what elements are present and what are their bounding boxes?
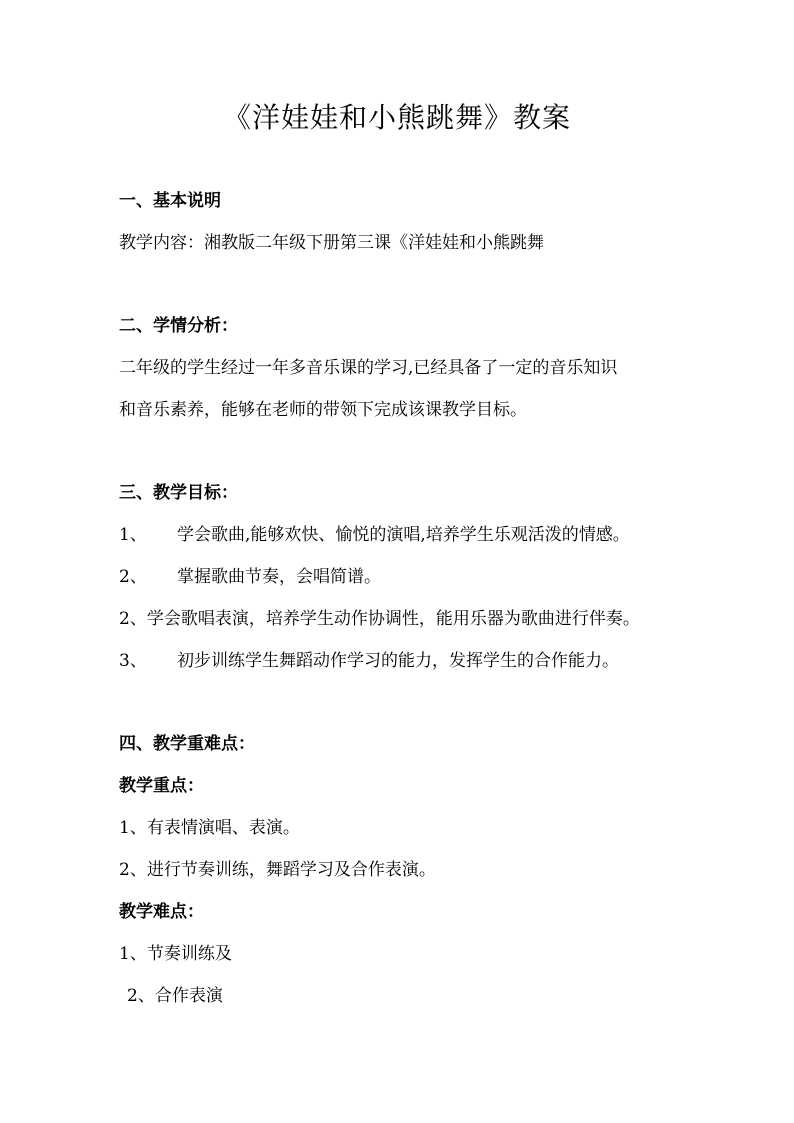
- objective-item: [119, 523, 630, 547]
- document-title: 《洋娃娃和小熊跳舞》教案: [222, 101, 571, 134]
- key-point-item: 2、进行节奏训练，舞蹈学习及合作表演。: [119, 860, 436, 880]
- objective-item: [119, 649, 619, 673]
- objective-item: [119, 565, 381, 589]
- objective-text: 掌握歌曲节奏，会唱简谱。: [177, 567, 381, 587]
- key-point-item: 1、有表情演唱、表演。: [119, 818, 300, 838]
- key-points-heading: 教学重点：: [119, 776, 204, 796]
- objective-number: 1、: [119, 525, 147, 545]
- objective-number: 2、: [119, 567, 147, 587]
- difficult-point-item: 1、节奏训练及: [119, 944, 232, 964]
- objective-text: 学会歌曲,能够欢快、愉悦的演唱,培养学生乐观活泼的情感。: [177, 525, 630, 545]
- section-heading-student-analysis: 二、学情分析：: [119, 316, 238, 336]
- difficult-point-item: 2、合作表演: [127, 986, 223, 1006]
- analysis-line-2: 和音乐素养，能够在老师的带领下完成该课教学目标。: [119, 400, 527, 420]
- objective-text: 2、学会歌唱表演，培养学生动作协调性，能用乐器为歌曲进行伴奏。: [119, 609, 640, 629]
- section-heading-basic-info: 一、基本说明: [119, 191, 221, 211]
- objective-item: [119, 607, 640, 631]
- difficult-points-heading: 教学难点：: [119, 902, 204, 922]
- teaching-content-text: 教学内容：湘教版二年级下册第三课《洋娃娃和小熊跳舞: [119, 233, 544, 253]
- section-heading-objectives: 三、教学目标：: [119, 483, 238, 503]
- objective-text: 初步训练学生舞蹈动作学习的能力，发挥学生的合作能力。: [177, 651, 619, 671]
- objective-number: 3、: [119, 651, 147, 671]
- section-heading-key-difficult: 四、教学重难点：: [119, 734, 255, 754]
- analysis-line-1: 二年级的学生经过一年多音乐课的学习,已经具备了一定的音乐知识: [119, 358, 618, 378]
